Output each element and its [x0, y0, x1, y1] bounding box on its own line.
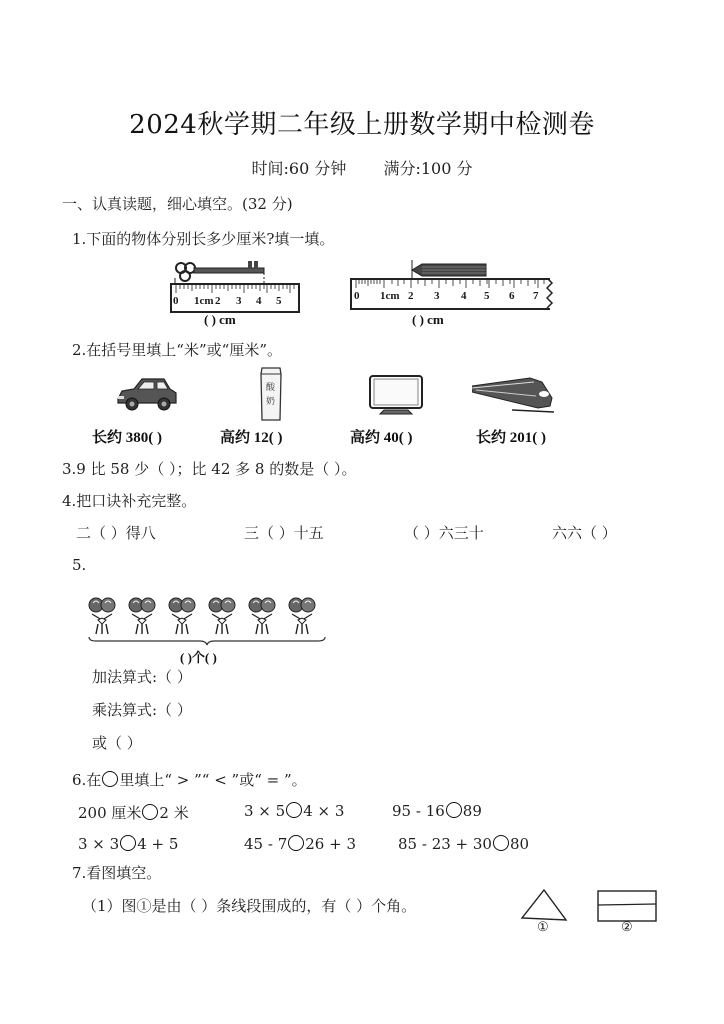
ruler-label: 0: [173, 295, 179, 307]
prompt-suffix: 里填上“ > ”“ < ”或“ = ”。: [119, 771, 307, 789]
ruler-label: 4: [256, 295, 262, 307]
exam-info: [0, 156, 724, 179]
ruler-label: 0: [354, 290, 360, 302]
compare-item: 200 厘米 2 米: [78, 804, 189, 822]
figure-1-label: ①: [537, 920, 549, 935]
ruler-label: 2: [215, 295, 221, 307]
q2-item-train[interactable]: 长约 201( ): [476, 430, 546, 446]
svg-text:奶: 奶: [266, 397, 276, 407]
page-title: 2024秋学期二年级上册数学期中检测卷: [129, 110, 595, 140]
ruler-label: 5: [276, 295, 282, 307]
ruler-with-pencil: [350, 258, 555, 314]
pencil-icon: [350, 258, 555, 280]
q2-item-tv[interactable]: 高约 40( ): [350, 430, 413, 446]
q2-item-car[interactable]: 长约 380( ): [92, 430, 162, 446]
question-6-prompt: [72, 769, 307, 790]
section-heading: 一、认真读题，细心填空。(32 分): [62, 195, 293, 213]
compare-item: 85 - 23 + 30 80: [398, 835, 530, 853]
flower-bouquets: [84, 594, 328, 640]
ruler-label: 5: [484, 290, 490, 302]
ruler-torn-edge: [546, 278, 554, 310]
svg-text:酸: 酸: [266, 383, 276, 393]
compare-item: 3 × 5 4 × 3: [244, 802, 345, 820]
rectangle-figure-icon: [596, 888, 658, 924]
question-3: 3.9 比 58 少（ ）；比 42 多 8 的数是（ ）。: [62, 460, 357, 478]
compare-circle[interactable]: [120, 835, 136, 851]
compare-item: 45 - 7 26 + 3: [244, 835, 356, 853]
q4-item[interactable]: （ ）六三十: [404, 524, 484, 542]
circle-icon: [102, 771, 118, 787]
compare-circle[interactable]: [142, 804, 158, 820]
question-7-sub1[interactable]: （1）图①是由（ ）条线段围成的，有（ ）个角。: [82, 897, 417, 915]
multiplication-expression[interactable]: 乘法算式:（ ）: [92, 701, 192, 719]
q4-item[interactable]: 三（ ）十五: [244, 524, 324, 542]
answer-blank-pencil[interactable]: ( ) cm: [412, 312, 444, 327]
flower-bouquet-icon: [84, 594, 328, 640]
answer-blank-key[interactable]: ( ) cm: [204, 312, 236, 327]
ruler-with-key: [170, 258, 305, 314]
train-icon: [472, 376, 554, 414]
triangle-figure-icon: [520, 888, 568, 924]
brace-label[interactable]: ( )个( ): [180, 650, 217, 665]
ruler-label: 1cm: [194, 295, 214, 307]
ruler-label: 4: [461, 290, 467, 302]
q2-item-milk[interactable]: 高约 12( ): [220, 430, 283, 446]
compare-circle[interactable]: [286, 802, 302, 818]
ruler-label: 3: [434, 290, 440, 302]
compare-item: 95 - 16 89: [392, 802, 482, 820]
compare-item: 3 × 3 4 + 5: [78, 835, 179, 853]
ruler-label: 7: [533, 290, 539, 302]
ruler-ticks: [352, 280, 550, 289]
ruler-label: 6: [509, 290, 515, 302]
compare-circle[interactable]: [493, 835, 509, 851]
brace: [88, 636, 326, 646]
car-icon: [112, 375, 182, 415]
time-limit: 时间:60 分钟: [251, 159, 347, 178]
compare-circle[interactable]: [446, 802, 462, 818]
ruler-label: 2: [408, 290, 414, 302]
ruler-ticks: [172, 285, 298, 294]
question-1-prompt: 1.下面的物体分别长多少厘米?填一填。: [72, 230, 335, 248]
addition-expression[interactable]: 加法算式:（ ）: [92, 668, 192, 686]
full-score: 满分:100 分: [383, 159, 473, 178]
alternate-expression[interactable]: 或（ ）: [92, 734, 142, 752]
milk-carton-icon: [258, 366, 284, 422]
prompt-prefix: 6.在: [72, 771, 102, 789]
question-7-prompt: 7.看图填空。: [72, 864, 162, 882]
question-4-prompt: 4.把口诀补充完整。: [62, 492, 197, 510]
question-2-prompt: 2.在括号里填上“米”或“厘米”。: [72, 341, 282, 359]
q4-item[interactable]: 六六（ ）: [552, 524, 617, 542]
q4-item[interactable]: 二（ ）得八: [76, 524, 156, 542]
compare-circle[interactable]: [288, 835, 304, 851]
question-5-number: 5.: [72, 556, 87, 574]
ruler-label: 1cm: [380, 290, 400, 302]
tv-icon: [368, 374, 424, 416]
ruler-label: 3: [236, 295, 242, 307]
figure-2-label: ②: [621, 920, 633, 935]
